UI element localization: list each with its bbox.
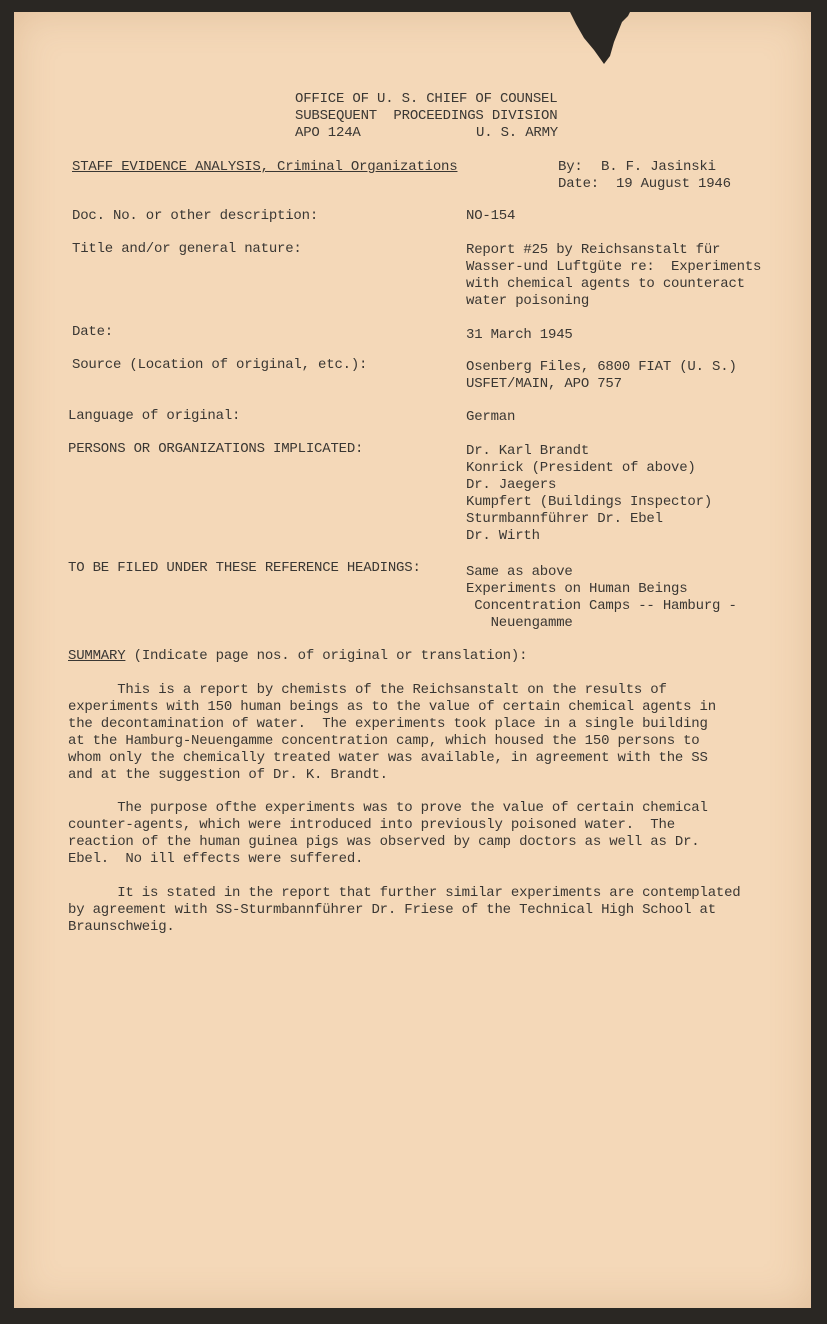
summary-line: experiments with 150 human beings as to the value of certain chemical agents in <box>68 699 716 715</box>
headings-line: Neuengamme <box>466 615 573 631</box>
analysis-title: STAFF EVIDENCE ANALYSIS, Criminal Organizations <box>72 159 458 175</box>
persons-line: Konrick (President of above) <box>466 460 696 476</box>
header-division: SUBSEQUENT PROCEEDINGS DIVISION <box>295 108 558 124</box>
headings-line: Concentration Camps -- Hamburg - <box>466 598 737 614</box>
headings-label: TO BE FILED UNDER THESE REFERENCE HEADINGS: <box>68 560 421 576</box>
headings-line: Same as above <box>466 564 573 580</box>
header-office: OFFICE OF U. S. CHIEF OF COUNSEL <box>295 91 558 107</box>
persons-label: PERSONS OR ORGANIZATIONS IMPLICATED: <box>68 441 364 457</box>
summary-line: by agreement with SS-Sturmbannführer Dr. Friese of the Technical High School at <box>68 902 716 918</box>
summary-paragraph-2 <box>68 800 758 868</box>
title-line: with chemical agents to counteract <box>466 276 745 292</box>
header-apo: APO 124A <box>295 125 361 141</box>
header-army: U. S. ARMY <box>476 125 559 141</box>
date-label: Date: <box>558 176 600 192</box>
persons-line: Kumpfert (Buildings Inspector) <box>466 494 713 510</box>
summary-line: counter-agents, which were introduced into previously poisoned water. The <box>68 817 675 833</box>
summary-line: reaction of the human guinea pigs was observed by camp doctors as well as Dr. <box>68 834 700 850</box>
summary-line: Braunschweig. <box>68 919 175 935</box>
date-value: 19 August 1946 <box>616 176 731 192</box>
doc-date-value: 31 March 1945 <box>466 327 573 343</box>
by-label: By: <box>558 159 583 175</box>
summary-heading <box>68 648 527 665</box>
summary-line: This is a report by chemists of the Reichsanstalt on the results of <box>68 682 667 698</box>
summary-line: Ebel. No ill effects were suffered. <box>68 851 364 867</box>
language-label: Language of original: <box>68 408 241 424</box>
summary-paragraph-3 <box>68 885 758 936</box>
torn-corner <box>570 12 630 64</box>
source-line: USFET/MAIN, APO 757 <box>466 376 622 392</box>
persons-line: Sturmbannführer Dr. Ebel <box>466 511 663 527</box>
summary-paragraph-1 <box>68 682 758 784</box>
doc-no-value: NO-154 <box>466 208 516 224</box>
summary-line: It is stated in the report that further similar experiments are contemplated <box>68 885 741 901</box>
persons-line: Dr. Wirth <box>466 528 540 544</box>
summary-line: The purpose ofthe experiments was to prove the value of certain chemical <box>68 800 708 816</box>
title-label: Title and/or general nature: <box>72 241 302 257</box>
source-label: Source (Location of original, etc.): <box>72 357 368 373</box>
summary-line: the decontamination of water. The experiments took place in a single building <box>68 716 708 732</box>
source-line: Osenberg Files, 6800 FIAT (U. S.) <box>466 359 737 375</box>
summary-line: and at the suggestion of Dr. K. Brandt. <box>68 767 388 783</box>
language-value: German <box>466 409 516 425</box>
by-value: B. F. Jasinski <box>601 159 716 175</box>
headings-line: Experiments on Human Beings <box>466 581 688 597</box>
doc-date-label: Date: <box>72 324 114 340</box>
doc-no-label: Doc. No. or other description: <box>72 208 319 224</box>
persons-line: Dr. Karl Brandt <box>466 443 590 459</box>
persons-line: Dr. Jaegers <box>466 477 557 493</box>
title-line: water poisoning <box>466 293 590 309</box>
title-line: Wasser-und Luftgüte re: Experiments <box>466 259 762 275</box>
summary-instruction: (Indicate page nos. of original or translation): <box>125 648 528 664</box>
summary-line: whom only the chemically treated water was available, in agreement with the SS <box>68 750 708 766</box>
summary-word: SUMMARY <box>68 648 126 664</box>
title-line: Report #25 by Reichsanstalt für <box>466 242 721 258</box>
summary-line: at the Hamburg-Neuengamme concentration camp, which housed the 150 persons to <box>68 733 700 749</box>
